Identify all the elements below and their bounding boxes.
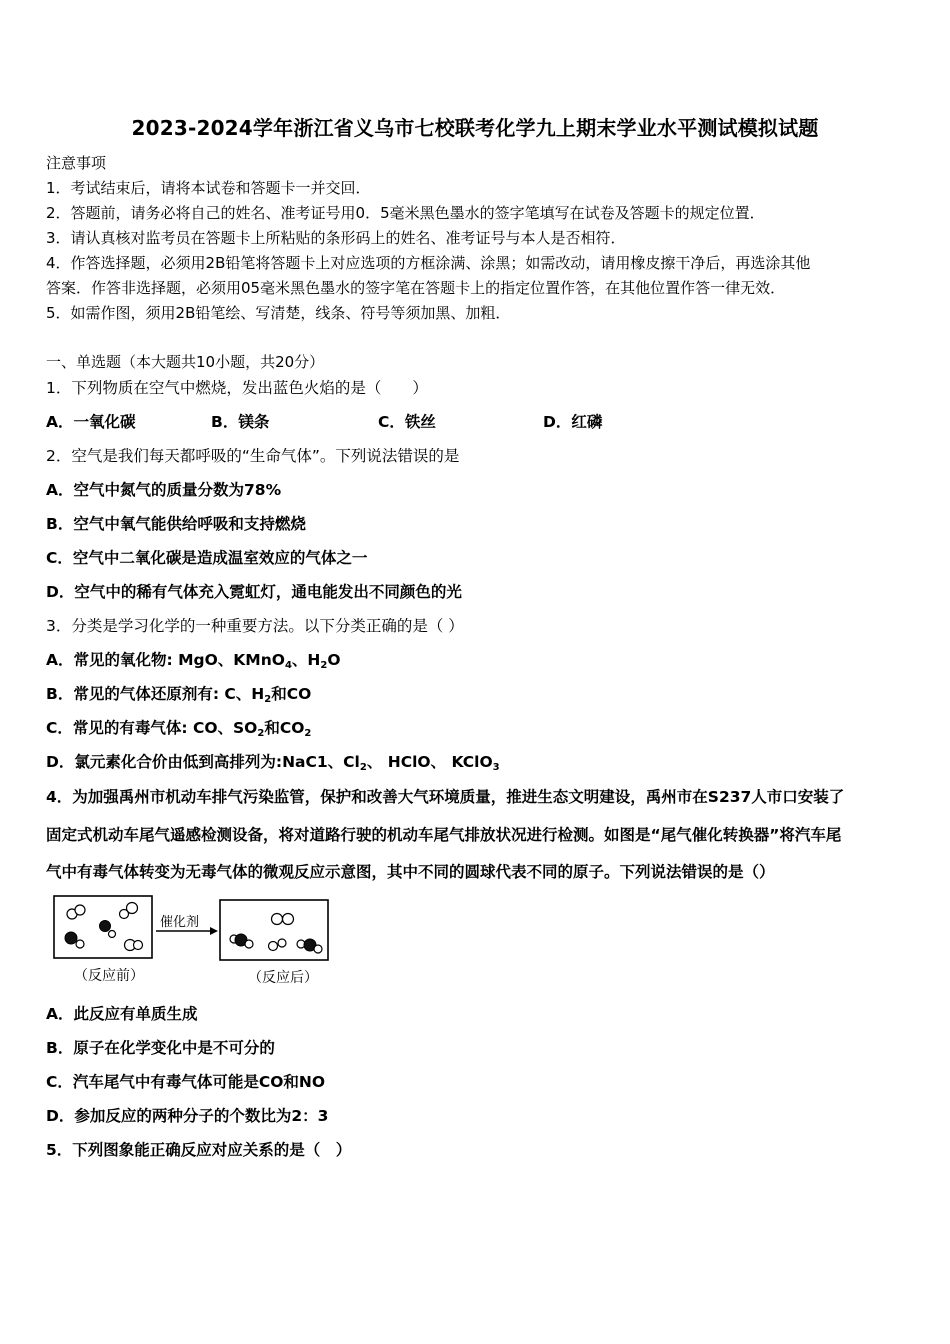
notice-item-4-cont: 答案．作答非选择题，必须用05毫米黑色墨水的签字笔在答题卡上的指定位置作答，在其他位置作答一律无效． — [46, 279, 786, 297]
molecule-co2-after-1 — [230, 934, 253, 948]
question-4-stem-line-1: 4．为加强禹州市机动车排气污染监管，保护和改善大气环境质量，推进生态文明建设，禹州市在S237人市口安装了 — [46, 788, 845, 806]
before-caption: （反应前） — [74, 968, 144, 984]
molecule-co-before-1 — [120, 903, 138, 919]
molecule-co2-after-2 — [297, 939, 322, 953]
section-heading: 一、单选题（本大题共10小题，共20分） — [46, 353, 325, 371]
arrow-head — [210, 927, 218, 935]
question-2-option-c: C．空气中二氧化碳是造成温室效应的气体之一 — [46, 549, 368, 567]
question-2-option-b: B．空气中氧气能供给呼吸和支持燃烧 — [46, 515, 306, 533]
question-1-option-c: C．铁丝 — [378, 413, 436, 431]
question-5-stem: 5．下列图象能正确反应对应关系的是（ ） — [46, 1141, 352, 1159]
question-4-option-c: C．汽车尾气中有毒气体可能是CO和NO — [46, 1073, 326, 1091]
question-4-option-d: D．参加反应的两种分子的个数比为2：3 — [46, 1107, 329, 1125]
question-4-option-b: B．原子在化学变化中是不可分的 — [46, 1039, 275, 1057]
page-title: 2023-2024学年浙江省义乌市七校联考化学九上期末学业水平测试模拟试题 — [131, 116, 819, 140]
notice-item-5: 5．如需作图，须用2B铅笔绘、写清楚，线条、符号等须加黑、加粗． — [46, 304, 511, 322]
question-3-stem: 3．分类是学习化学的一种重要方法。以下分类正确的是（ ） — [46, 617, 464, 635]
after-caption: （反应后） — [248, 970, 318, 986]
molecule-o2-before — [67, 905, 85, 919]
question-4-option-a: A．此反应有单质生成 — [46, 1005, 198, 1023]
question-2-option-a: A．空气中氮气的质量分数为78% — [46, 481, 282, 499]
question-1-stem: 1．下列物质在空气中燃烧，发出蓝色火焰的是（ ） — [46, 379, 428, 397]
question-3-option-c: C．常见的有毒气体: CO、$SO_2$和$CO_2$ — [46, 719, 312, 739]
question-3-option-b: B．常见的气体还原剂有: C、$H_2$和CO — [46, 685, 312, 705]
question-1-option-a: A．一氧化碳 — [46, 413, 136, 431]
catalyst-label: 催化剂 — [160, 915, 200, 930]
molecule-o2-after — [269, 939, 287, 951]
question-2-option-d: D．空气中的稀有气体充入霓虹灯，通电能发出不同颜色的光 — [46, 583, 462, 601]
notice-item-3: 3．请认真核对监考员在答题卡上所粘贴的条形码上的姓名、准考证号与本人是否相符． — [46, 229, 626, 247]
molecule-no-before-1 — [65, 932, 84, 948]
molecule-n2-after — [272, 914, 294, 925]
question-2-stem: 2．空气是我们每天都呼吸的“生命气体”。下列说法错误的是 — [46, 447, 460, 465]
question-3-option-a: A．常见的氧化物: MgO、KMnO$_4$、$H_2O$ — [46, 651, 341, 671]
notice-item-4: 4．作答选择题，必须用2B铅笔将答题卡上对应选项的方框涂满、涂黑；如需改动，请用橡皮擦干净后，再选涂其他 — [46, 254, 811, 272]
question-1-option-d: D．红磷 — [543, 413, 603, 431]
question-4-stem-line-3: 气中有毒气体转变为无毒气体的微观反应示意图，其中不同的圆球代表不同的原子。下列说法错误的是（） — [46, 863, 775, 881]
molecule-co-before-2 — [100, 921, 116, 938]
notice-item-1: 1．考试结束后，请将本试卷和答题卡一并交回． — [46, 179, 371, 197]
reaction-diagram — [52, 893, 332, 992]
question-4-stem-line-2: 固定式机动车尾气遥感检测设备，将对道路行驶的机动车尾气排放状况进行检测。如图是“尾气催化转换器”将汽车尾 — [46, 826, 842, 844]
question-3-option-d: D．氯元素化合价由低到高排列为:NaC1、$Cl_2$、 HClO、 KClO$_3$ — [46, 753, 500, 773]
question-1-option-b: B．镁条 — [211, 413, 270, 431]
molecule-no-before-2 — [125, 940, 143, 951]
notice-heading: 注意事项 — [46, 154, 107, 172]
notice-item-2: 2．答题前，请务必将自己的姓名、准考证号用0．5毫米黑色墨水的签字笔填写在试卷及答题卡的规定位置． — [46, 204, 765, 222]
